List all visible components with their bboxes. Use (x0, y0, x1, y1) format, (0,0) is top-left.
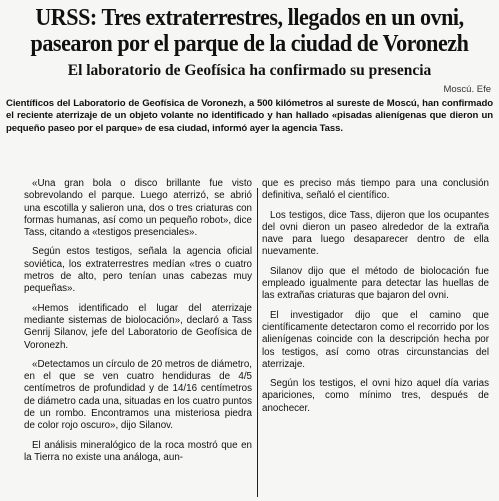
left-paragraph: «Detectamos un círculo de 20 metros de diámetro, en el que se ven cuatro hendiduras de 4/5 centímetros de profundidad y de 14/16 centímetros de diámetro cada una, situadas en los cuatro puntos de un rombo. Encontramos una misteriosa piedra de color rojo oscuro», dijo Silanov. (24, 358, 252, 432)
subheadline: El laboratorio de Geofísica ha confirmado su presencia (67, 62, 432, 79)
right-column (262, 178, 489, 497)
right-paragraph: que es preciso más tiempo para una conclusión definitiva, señaló el científico. (262, 178, 489, 202)
left-column (24, 178, 252, 497)
lead-paragraph: Científicos del Laboratorio de Geofísica de Voronezh, a 500 kilómetros al sureste de Moscú, han confirmado el reciente aterrizaje de un objeto volante no identificado y han hallado «pisadas alienígenas que dieron un pequeño paseo por el parque» de esa ciudad, informó ayer la agencia Tass. (6, 98, 493, 134)
dateline: Moscú. Efe (443, 84, 491, 95)
left-paragraph: El análisis mineralógico de la roca mostró que en la Tierra no existe una análoga, aun- (24, 439, 252, 463)
right-paragraph: El investigador dijo que el camino que científicamente detectaron como el recorrido por los alienígenas coincide con la descripción hecha por los testigos, así como otras circunstancias del aterrizaje. (262, 309, 489, 370)
left-paragraph: «Una gran bola o disco brillante fue visto sobrevolando el parque. Luego aterrizó, se abrió una escotilla y salieron una, dos o tres criaturas con formas humanas, así como un pequeño robot», dice Tass, citando a «testigos presenciales». (24, 178, 252, 239)
right-paragraph: Según los testigos, el ovni hizo aquel día varias apariciones, como mínimo tres, después de anochecer. (262, 378, 489, 414)
headline-line-1: URSS: Tres extraterrestres, llegados en un ovni, (35, 4, 464, 31)
right-paragraph: Silanov dijo que el método de biolocación fue empleado igualmente para detectar las huellas de las extrañas criaturas que bajaron del ovni. (262, 265, 489, 302)
left-paragraph: Según estos testigos, señala la agencia oficial soviética, los extraterrestres medían «tres o cuatro metros de alto, pero tenían unas cabezas muy pequeñas». (24, 246, 252, 295)
headline-line-2: pasearon por el parque de la ciudad de Voronezh (30, 30, 469, 57)
headline (30, 5, 468, 57)
right-paragraph: Los testigos, dice Tass, dijeron que los ocupantes del ovni dieron un paseo alrededor de la extraña nave para luego desaparecer dentro de ella nuevamente. (262, 209, 489, 258)
left-paragraph: «Hemos identificado el lugar del aterrizaje mediante sistemas de biolocación», declaró a Tass Genrij Silanov, jefe del Laboratorio de Geofísica de Voronezh. (24, 302, 252, 351)
column-divider (257, 188, 258, 497)
body-columns (24, 178, 487, 497)
